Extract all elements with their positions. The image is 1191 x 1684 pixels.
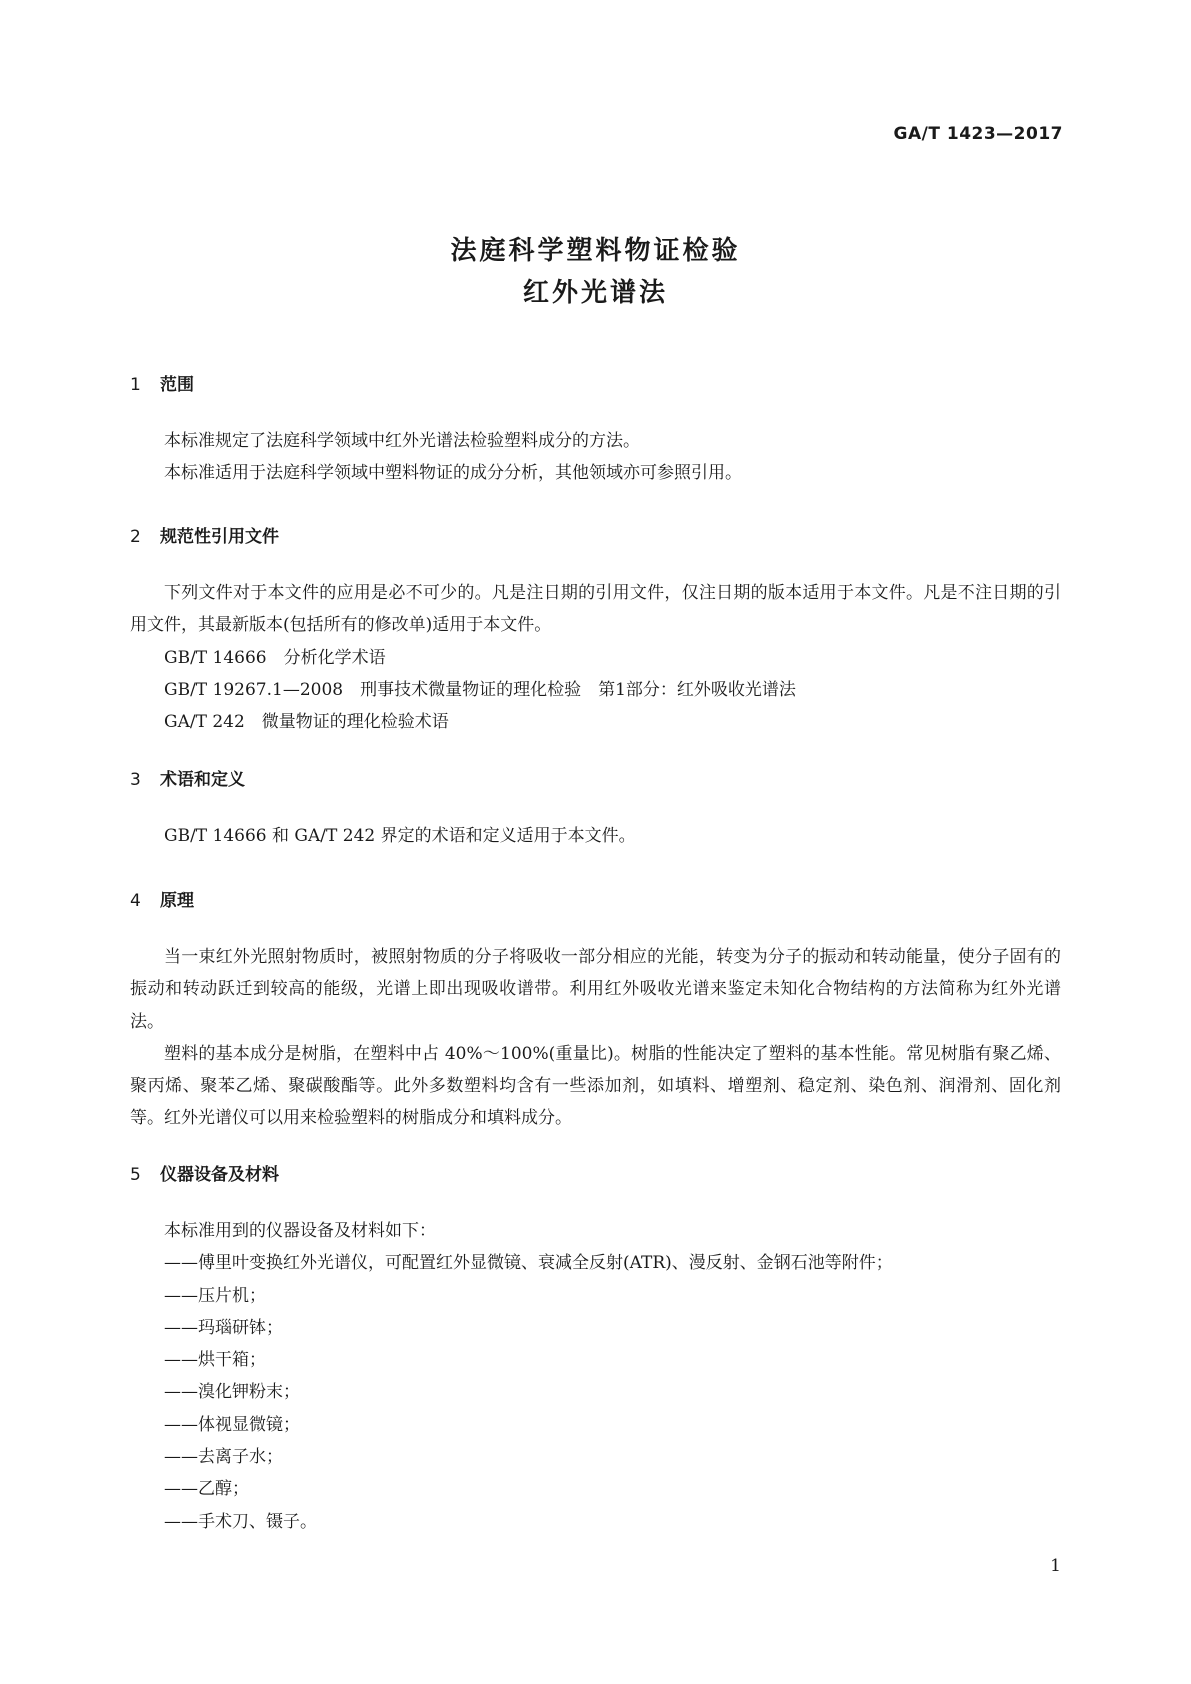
paragraph: 当一束红外光照射物质时，被照射物质的分子将吸收一部分相应的光能，转变为分子的振动和转动能量，使分子固有的振动和转动跃迁到较高的能级，光谱上即出现吸收谱带。利用红外吸收光谱来鉴定未知化合物结构的方法简称为红外光谱法。 [130, 947, 1061, 1032]
paragraph: 本标准规定了法庭科学领域中红外光谱法检验塑料成分的方法。 [164, 431, 640, 451]
paragraph: 本标准用到的仪器设备及材料如下： [164, 1221, 436, 1241]
section-scope [130, 373, 1061, 490]
section-heading: 4 原理 [130, 891, 194, 911]
list-item: ——去离子水； [164, 1447, 283, 1468]
list-item: ——溴化钾粉末； [164, 1382, 300, 1403]
list-item: ——手术刀、镊子。 [164, 1511, 317, 1532]
list-item: ——压片机； [164, 1285, 266, 1306]
list-item: ——烘干箱； [164, 1350, 266, 1371]
list-item: ——乙醇； [164, 1479, 249, 1500]
section-instruments-materials [130, 1163, 1061, 1538]
page-number: 1 [1050, 1556, 1061, 1576]
section-principle [130, 889, 1061, 1135]
paragraph: 塑料的基本成分是树脂，在塑料中占 40%～100%(重量比)。树脂的性能决定了塑料的基本性能。常见树脂有聚乙烯、聚丙烯、聚苯乙烯、聚碳酸酯等。此外多数塑料均含有一些添加剂，如填料、增塑剂、稳定剂、染色剂、润滑剂、固化剂等。红外光谱仪可以用来检验塑料的树脂成分和填料成分。 [130, 1043, 1061, 1129]
list-item: ——傅里叶变换红外光谱仪，可配置红外显微镜、衰减全反射(ATR)、漫反射、金钢石池等附件； [164, 1253, 893, 1274]
reference-item: GA/T 242 微量物证的理化检验术语 [164, 712, 449, 733]
standard-code: GA/T 1423—2017 [893, 124, 1063, 144]
reference-item: GB/T 19267.1—2008 刑事技术微量物证的理化检验 第1部分：红外吸收光谱法 [164, 679, 796, 700]
list-item: ——玛瑙研钵； [164, 1317, 283, 1338]
document-title: 法庭科学塑料物证检验 [450, 236, 741, 266]
section-normative-references [130, 525, 1061, 738]
section-heading: 3 术语和定义 [130, 770, 245, 790]
list-item: ——体视显微镜； [164, 1414, 300, 1435]
paragraph: GB/T 14666 和 GA/T 242 界定的术语和定义适用于本文件。 [164, 826, 636, 846]
paragraph: 本标准适用于法庭科学领域中塑料物证的成分分析，其他领域亦可参照引用。 [164, 463, 742, 484]
section-heading: 1 范围 [130, 375, 194, 395]
paragraph: 下列文件对于本文件的应用是必不可少的。凡是注日期的引用文件，仅注日期的版本适用于本文件。凡是不注日期的引用文件，其最新版本(包括所有的修改单)适用于本文件。 [130, 583, 1061, 636]
reference-item: GB/T 14666 分析化学术语 [164, 647, 386, 668]
section-heading: 2 规范性引用文件 [130, 527, 279, 547]
section-heading: 5 仪器设备及材料 [130, 1165, 279, 1185]
document-subtitle: 红外光谱法 [522, 278, 668, 308]
section-terms-definitions [130, 768, 1061, 852]
